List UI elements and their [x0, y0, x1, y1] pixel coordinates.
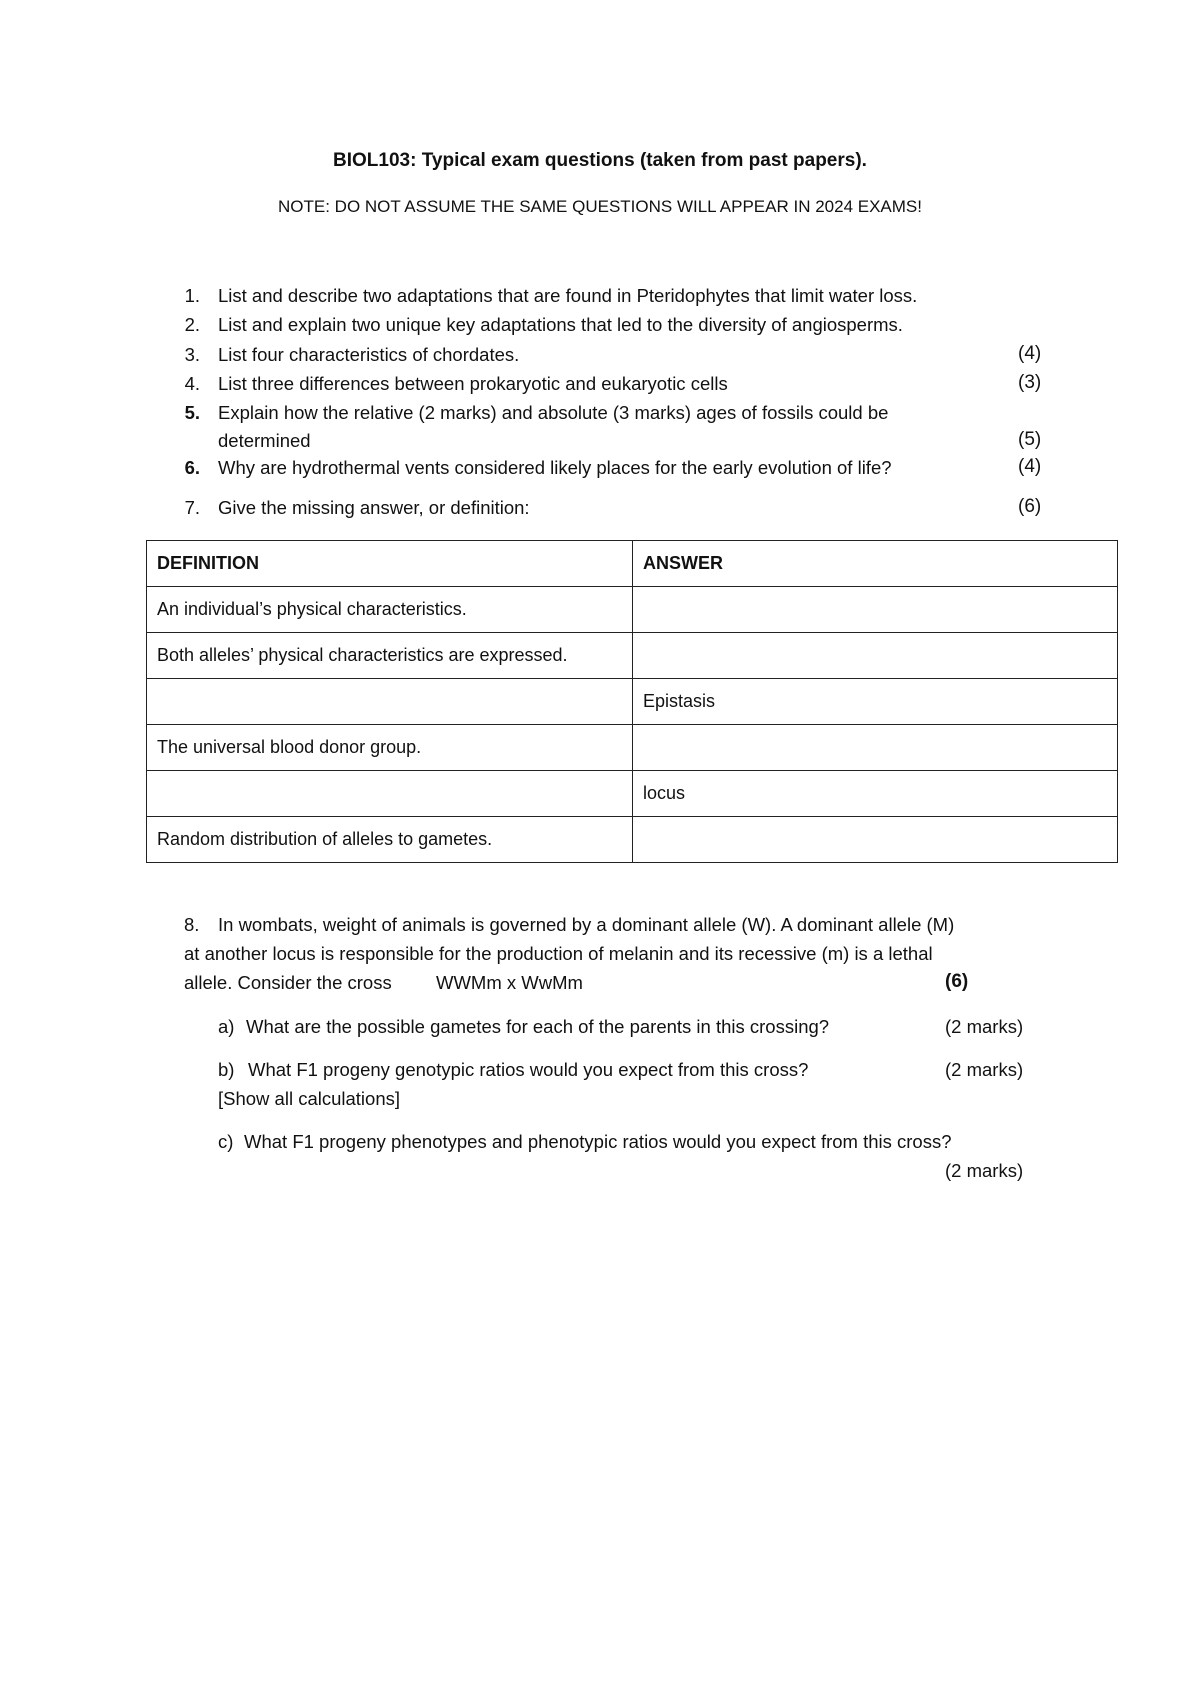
answer-cell: [633, 817, 1118, 863]
subquestion-text: What F1 progeny genotypic ratios would you expect from this cross?: [248, 1059, 809, 1080]
subquestion-label: a): [218, 1016, 235, 1037]
question-number: 4.: [184, 373, 200, 394]
table-header-row: [147, 541, 1118, 587]
question-marks: (6): [945, 971, 969, 992]
definition-cell: Random distribution of alleles to gametes.: [147, 817, 633, 863]
question-text: Give the missing answer, or definition:: [218, 497, 530, 518]
question-number: 7.: [184, 497, 200, 518]
question-number: 2.: [184, 314, 200, 335]
definition-cell: [147, 679, 633, 725]
question-marks: (3): [1018, 372, 1042, 393]
subquestion-text: What F1 progeny phenotypes and phenotypic ratios would you expect from this cross?: [244, 1131, 952, 1152]
question-number: 6.: [184, 457, 200, 478]
question-text: List and describe two adaptations that are found in Pteridophytes that limit water loss.: [218, 285, 918, 306]
answer-cell: [633, 725, 1118, 771]
answer-cell: Epistasis: [633, 679, 1118, 725]
question-text: Why are hydrothermal vents considered likely places for the early evolution of life?: [218, 457, 892, 478]
table-row: [147, 817, 1118, 863]
question-text-continued: determined: [218, 430, 311, 451]
definition-table: [146, 540, 1118, 863]
answer-cell: locus: [633, 771, 1118, 817]
question-text: List four characteristics of chordates.: [218, 344, 520, 365]
definition-header: DEFINITION: [147, 541, 633, 587]
subquestion-marks: (2 marks): [945, 1016, 1024, 1037]
question-text: List three differences between prokaryotic and eukaryotic cells: [218, 373, 728, 394]
subquestion-text: What are the possible gametes for each of the parents in this crossing?: [246, 1016, 830, 1037]
question-text-continued: at another locus is responsible for the production of melanin and its recessive (m) is a lethal: [184, 943, 933, 964]
question-number: 8.: [184, 914, 200, 935]
question-number: 5.: [184, 402, 200, 423]
question-marks: (6): [1018, 496, 1042, 517]
answer-cell: [633, 633, 1118, 679]
document-title: BIOL103: Typical exam questions (taken from past papers).: [333, 150, 867, 171]
question-text: In wombats, weight of animals is governed by a dominant allele (W). A dominant allele (M): [218, 914, 955, 935]
table-row: [147, 587, 1118, 633]
question-marks: (4): [1018, 456, 1042, 477]
subquestion-text-continued: [Show all calculations]: [218, 1088, 401, 1109]
question-text: List and explain two unique key adaptations that led to the diversity of angiosperms.: [218, 314, 903, 335]
question-text-continued: allele. Consider the cross: [184, 972, 392, 993]
table-row: [147, 771, 1118, 817]
subquestion-label: b): [218, 1059, 235, 1080]
definition-cell: The universal blood donor group.: [147, 725, 633, 771]
subquestion-label: c): [218, 1131, 234, 1152]
question-text: Explain how the relative (2 marks) and absolute (3 marks) ages of fossils could be: [218, 402, 889, 423]
cross-notation: WWMm x WwMm: [436, 972, 583, 993]
question-marks: (4): [1018, 343, 1042, 364]
answer-header: ANSWER: [633, 541, 1118, 587]
table-row: [147, 725, 1118, 771]
definition-cell: Both alleles’ physical characteristics are expressed.: [147, 633, 633, 679]
table-row: [147, 679, 1118, 725]
table-row: [147, 633, 1118, 679]
question-number: 1.: [184, 285, 200, 306]
subquestion-marks: (2 marks): [945, 1160, 1024, 1181]
exam-note: NOTE: DO NOT ASSUME THE SAME QUESTIONS WILL APPEAR IN 2024 EXAMS!: [278, 197, 922, 216]
subquestion-marks: (2 marks): [945, 1059, 1024, 1080]
definition-cell: An individual’s physical characteristics.: [147, 587, 633, 633]
definition-cell: [147, 771, 633, 817]
answer-cell: [633, 587, 1118, 633]
question-number: 3.: [184, 344, 200, 365]
question-marks: (5): [1018, 429, 1042, 450]
